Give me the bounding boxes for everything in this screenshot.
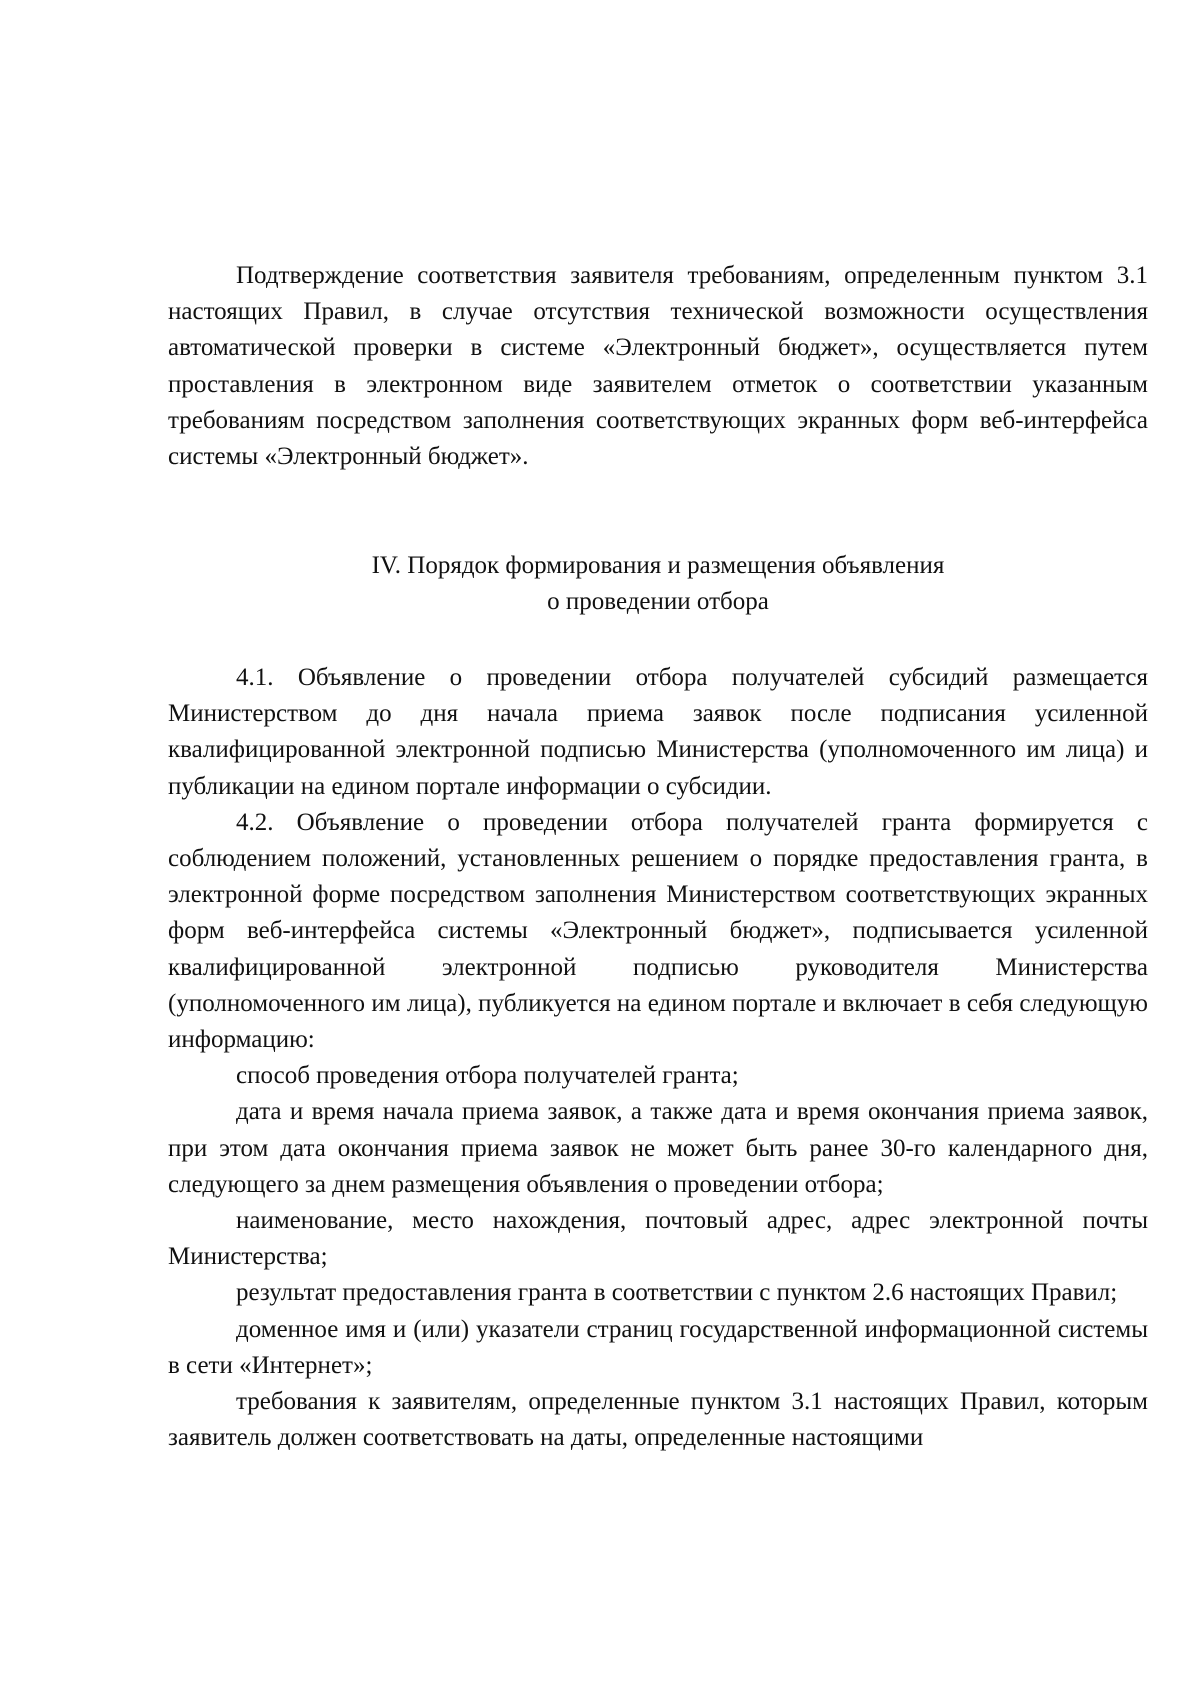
section-heading-line-2: о проведении отбора [547,588,769,616]
section-heading-line-1: IV. Порядок формирования и размещения объявления [371,552,945,579]
paragraph-4-1: 4.1. Объявление о проведении отбора получателей субсидий размещается Министерством до дня начала приема заявок после подписания усиленной квалифицированной электронной подписью Министерства (уполномоченного им лица) и публикации на едином портале информации о субсидии. [168,664,1148,800]
list-item-grant-result: результат предоставления гранта в соответствии с пунктом 2.6 настоящих Правил; [236,1279,1118,1307]
list-item-applicant-requirements: требования к заявителям, определенные пунктом 3.1 настоящих Правил, которым заявитель должен соответствовать на даты, определенные настоящими [168,1388,1148,1452]
section-heading [168,548,1148,620]
paragraph-4-2: 4.2. Объявление о проведении отбора получателей гранта формируется с соблюдением положений, установленных решением о порядке предоставления гранта, в электронной форме посредством заполнения Министерством соответствующих экранных форм веб-интерфейса системы «Электронный бюджет», подписывается усиленной квалифицированной электронной подписью руководителя Министерства (уполномоченного им лица), публикуется на едином портале и включает в себя следующую информацию: [168,808,1148,1054]
list-item-domain-name: доменное имя и (или) указатели страниц государственной информационной системы в сети «Интернет»; [168,1315,1148,1379]
paragraph-intro: Подтверждение соответствия заявителя требованиям, определенным пунктом 3.1 настоящих Правил, в случае отсутствия технической возможности осуществления автоматической проверки в системе «Электронный бюджет», осуществляется путем проставления в электронном виде заявителем отметок о соответствии указанным требованиям посредством заполнения соответствующих экранных форм веб-интерфейса системы «Электронный бюджет». [168,262,1148,471]
section-body [168,660,1148,1456]
list-item-selection-method: способ проведения отбора получателей гранта; [236,1062,739,1090]
intro-block [168,258,1148,475]
list-item-dates: дата и время начала приема заявок, а также дата и время окончания приема заявок, при этом дата окончания приема заявок не может быть ранее 30-го календарного дня, следующего за днем размещения объявления о проведении отбора; [168,1098,1148,1198]
list-item-ministry-contacts: наименование, место нахождения, почтовый адрес, адрес электронной почты Министерства; [168,1207,1148,1271]
